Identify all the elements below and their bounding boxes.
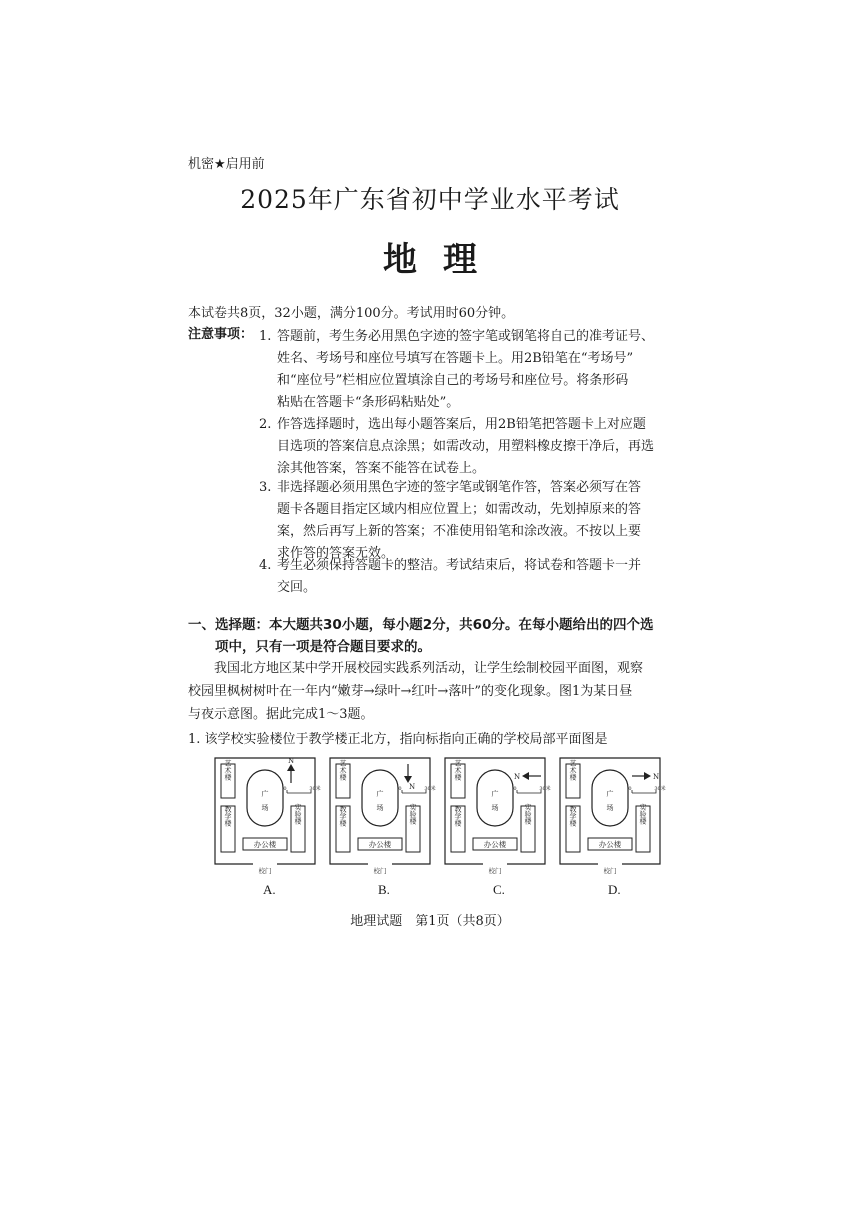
notice-item-line: 求作答的答案无效。 bbox=[277, 546, 395, 561]
notice-item-line: 粘贴在答题卡“条形码粘贴处”。 bbox=[277, 395, 460, 410]
notice-item bbox=[259, 477, 641, 565]
passage bbox=[188, 657, 643, 726]
lab-building-label: 实验楼 bbox=[639, 803, 647, 825]
notice-item-number: 3. bbox=[259, 480, 272, 495]
page-footer: 地理试题 第1页（共8页） bbox=[350, 914, 510, 929]
notice-item-line: 和“座位号”栏相应位置填涂自己的考场号和座位号。将条形码 bbox=[277, 373, 629, 388]
scale-end-label: 30米 bbox=[539, 786, 551, 792]
campus-map bbox=[443, 756, 563, 874]
north-arrow-head bbox=[404, 776, 412, 783]
question-1: 1. 该学校实验楼位于教学楼正北方，指向标指向正确的学校局部平面图是 bbox=[188, 732, 608, 747]
section-heading bbox=[188, 614, 653, 658]
campus-map-option bbox=[443, 756, 563, 874]
campus-map-option bbox=[328, 756, 448, 874]
scale-zero-label: 0 bbox=[398, 786, 402, 792]
office-building-label: 办公楼 bbox=[253, 840, 277, 849]
passage-line: 校园里枫树树叶在一年内“嫩芽→绿叶→红叶→落叶”的变化现象。图1为某日昼 bbox=[188, 684, 633, 699]
passage-line: 与夜示意图。据此完成1～3题。 bbox=[188, 707, 374, 722]
north-arrow-head bbox=[522, 772, 529, 780]
square-label: 广 bbox=[376, 790, 384, 798]
confidential-label: 机密★启用前 bbox=[188, 157, 265, 172]
notice-item-line: 案，然后再写上新的答案；不准使用铅笔和涂改液。不按以上要 bbox=[277, 524, 642, 539]
section-heading-line: 一、选择题：本大题共30小题，每小题2分，共60分。在每小题给出的四个选 bbox=[188, 617, 654, 633]
north-label: N bbox=[287, 757, 295, 765]
square-label: 广 bbox=[606, 790, 614, 798]
scale-bar bbox=[287, 790, 311, 793]
notice-item-number: 4. bbox=[259, 558, 272, 573]
notice-item-line: 涂其他答案，答案不能答在试卷上。 bbox=[277, 461, 486, 476]
square-label: 场 bbox=[606, 804, 614, 812]
scale-zero-label: 0 bbox=[513, 786, 517, 792]
notice-item bbox=[259, 326, 654, 414]
option-letter: A. bbox=[263, 882, 276, 897]
notice-item bbox=[259, 555, 641, 599]
teaching-building-label: 教学楼 bbox=[569, 805, 577, 827]
notice-item-line: 非选择题必须用黑色字迹的签字笔或钢笔作答，答案必须写在答 bbox=[277, 480, 642, 495]
notice-item-line: 题卡各题目指定区域内相应位置上；如需改动，先划掉原来的答 bbox=[277, 502, 642, 517]
lab-building-label: 实验楼 bbox=[294, 803, 302, 825]
notice-item-number: 1. bbox=[259, 329, 272, 344]
square-label: 广 bbox=[491, 790, 499, 798]
teaching-building-label: 教学楼 bbox=[339, 805, 347, 827]
option-letter: B. bbox=[378, 882, 390, 897]
office-building-label: 办公楼 bbox=[483, 840, 507, 849]
notice-item-line: 交回。 bbox=[277, 580, 317, 595]
notice-item-line: 作答选择题时，选出每小题答案后，用2B铅笔把答题卡上对应题 bbox=[277, 417, 646, 432]
square-label: 广 bbox=[261, 790, 269, 798]
scale-end-label: 30米 bbox=[424, 786, 436, 792]
teaching-building-label: 教学楼 bbox=[454, 805, 462, 827]
north-arrow-icon bbox=[514, 772, 541, 781]
option-letter: D. bbox=[608, 882, 621, 897]
office-building-label: 办公楼 bbox=[368, 840, 392, 849]
north-arrow-head bbox=[287, 764, 295, 771]
square-track bbox=[247, 770, 283, 826]
square-track bbox=[592, 770, 628, 826]
art-building-label: 艺术楼 bbox=[569, 759, 577, 781]
gate-label: 校门 bbox=[373, 867, 387, 874]
scale-end-label: 30米 bbox=[654, 786, 666, 792]
passage-line: 我国北方地区某中学开展校园实践系列活动，让学生绘制校园平面图，观察 bbox=[214, 661, 644, 676]
north-arrow-icon bbox=[632, 772, 659, 781]
campus-map bbox=[328, 756, 448, 874]
notice-item-number: 2. bbox=[259, 417, 272, 432]
lab-building-label: 实验楼 bbox=[409, 803, 417, 825]
gate-label: 校门 bbox=[603, 867, 617, 874]
teaching-building-label: 教学楼 bbox=[224, 805, 232, 827]
art-building-label: 艺术楼 bbox=[454, 759, 462, 781]
option-letter: C. bbox=[493, 882, 505, 897]
notice-item-line: 考生必须保持答题卡的整洁。考试结束后，将试卷和答题卡一并 bbox=[277, 558, 642, 573]
north-label: N bbox=[652, 773, 660, 781]
square-track bbox=[477, 770, 513, 826]
square-label: 场 bbox=[261, 804, 269, 812]
square-label: 场 bbox=[491, 804, 499, 812]
notice-item-line: 目选项的答案信息点涂黑；如需改动，用塑料橡皮擦干净后，再选 bbox=[277, 439, 655, 454]
campus-map bbox=[213, 756, 333, 874]
subject-title: 地理 bbox=[383, 240, 503, 280]
lab-building-label: 实验楼 bbox=[524, 803, 532, 825]
notice-item-line: 姓名、考场号和座位号填写在答题卡上。用2B铅笔在“考场号” bbox=[277, 351, 634, 366]
campus-map-option bbox=[558, 756, 678, 874]
notice-item bbox=[259, 414, 654, 480]
scale-end-label: 30米 bbox=[309, 786, 321, 792]
notice-label: 注意事项： bbox=[188, 327, 254, 342]
scale-zero-label: 0 bbox=[628, 786, 632, 792]
north-arrow-icon bbox=[287, 757, 295, 783]
art-building-label: 艺术楼 bbox=[339, 759, 347, 781]
scale-bar bbox=[517, 790, 541, 793]
notice-item-line: 答题前，考生务必用黑色字迹的签字笔或钢笔将自己的准考证号、 bbox=[277, 329, 655, 344]
gate-label: 校门 bbox=[488, 867, 502, 874]
section-heading-line: 项中，只有一项是符合题目要求的。 bbox=[215, 639, 431, 655]
campus-map bbox=[558, 756, 678, 874]
square-track bbox=[362, 770, 398, 826]
exam-intro: 本试卷共8页，32小题，满分100分。考试用时60分钟。 bbox=[188, 306, 515, 321]
square-label: 场 bbox=[376, 804, 384, 812]
north-label: N bbox=[513, 773, 521, 781]
scale-bar bbox=[632, 790, 656, 793]
north-label: N bbox=[408, 783, 416, 791]
office-building-label: 办公楼 bbox=[598, 840, 622, 849]
exam-title: 2025年广东省初中学业水平考试 bbox=[240, 185, 620, 214]
scale-zero-label: 0 bbox=[283, 786, 287, 792]
campus-map-option bbox=[213, 756, 333, 874]
north-arrow-icon bbox=[404, 764, 415, 791]
north-arrow-head bbox=[644, 772, 651, 780]
gate-label: 校门 bbox=[258, 867, 272, 874]
art-building-label: 艺术楼 bbox=[224, 759, 232, 781]
